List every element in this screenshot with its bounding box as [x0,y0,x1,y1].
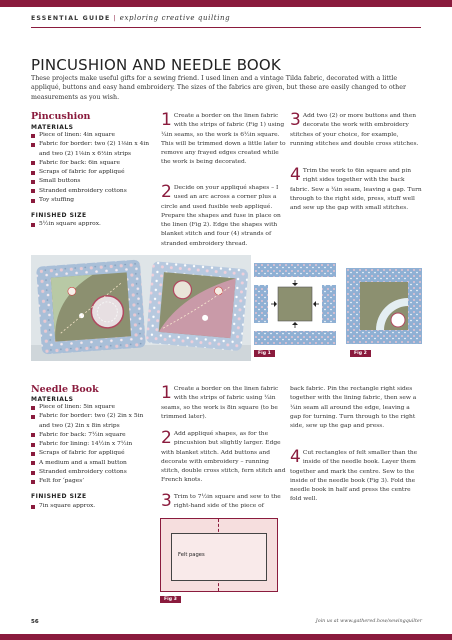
needlebook-materials-list [31,403,151,487]
footer-link[interactable]: www.gathered.how/sewingquilter [340,619,422,624]
header-section: ESSENTIAL GUIDE [31,15,111,22]
felt-pages-rect [171,533,267,581]
material-item: Fabric for border: two (2) 1⅛in x 4in [31,140,151,149]
footer-join: Join us at [315,619,339,624]
header-rule [31,27,421,28]
project-photo [31,255,251,361]
needlebook-step-2 [161,430,286,486]
step-number: 3 [290,110,301,130]
pincushion-illustration [31,255,251,361]
running-header [31,14,230,22]
pincushion-materials-list [31,131,151,205]
material-item: Small buttons [31,177,151,186]
material-item: and two (2) 1⅛in x 6⅟₂in strips [39,150,132,157]
material-item: Fabric for border: two (2) 2in x 5in [31,412,151,421]
border-strip-bottom [254,331,336,345]
fig1-label: Fig 1 [254,350,275,357]
step-text: back fabric. Pin the rectangle right sides together with the lining fabric, then sew a ¼in seam all around the edge, leaving a gap for turning. Turn through to the right side, sew up the gap and press. [290,386,417,430]
page-number: 56 [31,619,39,625]
step-text: Add two (2) or more buttons and then decorate the work with embroidery stitches of your choice, for example, running stitches and double cross stitches. [290,113,419,147]
fig1-diagram [254,263,336,345]
footer-url [316,619,422,624]
header-separator: | [113,15,117,22]
step-number: 3 [161,491,172,511]
border-strip-top [254,263,336,277]
step-text: Add appliqué shapes, as for the pincushion but slightly larger. Edge with blanket stitch. Add buttons and decorate with embroidery – running stitch, double cross stitch, fern stitch and French knots. [161,431,286,484]
needlebook-size-heading: FINISHED SIZE [31,493,87,500]
pincushion-size: 5½in square approx. [31,220,151,229]
pincushion-size-heading: FINISHED SIZE [31,212,87,219]
pincushion-materials-heading: MATERIALS [31,124,74,131]
intro-paragraph: These projects make useful gifts for a sewing friend. I used linen and a vintage Tilda fabric, decorated with a little appliqué, buttons and easy hand embroidery. The sizes of the fabrics are given, but these are easily changed to other measurements as you wish. [31,75,406,101]
fig3-diagram [160,518,278,592]
needlebook-step-3 [161,493,286,512]
step-number: 4 [290,165,301,185]
fig2-diagram [346,268,422,344]
step-text: Create a border on the linen fabric with the strips of fabric (Fig 1) using ¼in seams, so the work is 6½in square. This will be trimmed down a little later to remove any frayed edges created while the work is being decorated. [161,113,286,166]
step-number: 1 [161,110,172,130]
needlebook-size: 7in square approx. [31,502,151,511]
fig3-label: Fig 3 [160,596,181,603]
material-item: Scraps of fabric for appliqué [31,449,151,458]
material-item: Felt for ‘pages’ [31,477,151,486]
material-item: Stranded embroidery cottons [31,187,151,196]
step-number: 4 [290,447,301,467]
material-item: Stranded embroidery cottons [31,468,151,477]
material-item: A medium and a small button [31,459,151,468]
material-item: Piece of linen: 5in square [31,403,151,412]
material-item: Piece of linen: 4in square [31,131,151,140]
pincushion-step-1 [161,112,286,168]
needlebook-step-3-continued [290,385,422,431]
pincushion-step-3 [290,112,422,149]
fig2-label: Fig 2 [350,350,371,357]
step-number: 2 [161,428,172,448]
material-item: Fabric for back: 7½in square [31,431,151,440]
needlebook-size-list [31,502,151,511]
material-item: Fabric for back: 6in square [31,159,151,168]
step-text: Create a border on the linen fabric with the strips of fabric using ¼in seams, so the work is 8in square (to be trimmed later). [161,386,279,420]
step-text: Decide on your appliqué shapes – I used an arc across a corner plus a circle and used fusible web appliqué. Prepare the shapes and fuse in place on the linen (Fig 2). Edge the shapes with blanket stitch and four (4) strands of stranded embroidery thread. [161,185,281,247]
page-title: PINCUSHION AND NEEDLE BOOK [31,56,281,74]
material-item: Fabric for lining: 14½in x 7½in [31,440,151,449]
pincushion-right [146,261,249,351]
step-text: Trim the work to 6in square and pin right sides together with the back fabric. Sew a ¼in seam, leaving a gap. Turn through to the right side, press, stuff well and sew up the gap with small stitches. [290,168,422,212]
pincushion-step-4 [290,167,422,213]
top-color-bar [0,0,452,7]
border-strip-right [322,285,336,323]
needlebook-step-4 [290,449,422,505]
needlebook-materials-heading: MATERIALS [31,396,74,403]
bottom-color-bar [0,634,452,640]
pincushion-step-2 [161,184,286,249]
felt-pages-label: Felt pages [178,552,205,558]
linen-square [278,287,312,321]
pincushion-title: Pincushion [31,111,91,122]
pincushion-size-list [31,220,151,229]
step-text: Trim to 7½in square and sew to the right-hand side of the piece of [173,494,281,510]
step-number: 1 [161,383,172,403]
material-item: Scraps of fabric for appliqué [31,168,151,177]
needlebook-step-1 [161,385,286,422]
material-item: and two (2) 2in x 8in strips [39,422,120,429]
pincushion-left [36,259,146,354]
step-number: 2 [161,182,172,202]
material-item: Toy stuffing [31,196,151,205]
border-strip-left [254,285,268,323]
header-subtitle: exploring creative quilting [119,14,231,22]
needlebook-title: Needle Book [31,384,99,395]
step-text: Cut rectangles of felt smaller than the inside of the needle book. Layer them together and mark the centre. Sew to the inside of the needle book (Fig 3). Fold the needle book in half and press the centre fold well. [290,450,418,503]
